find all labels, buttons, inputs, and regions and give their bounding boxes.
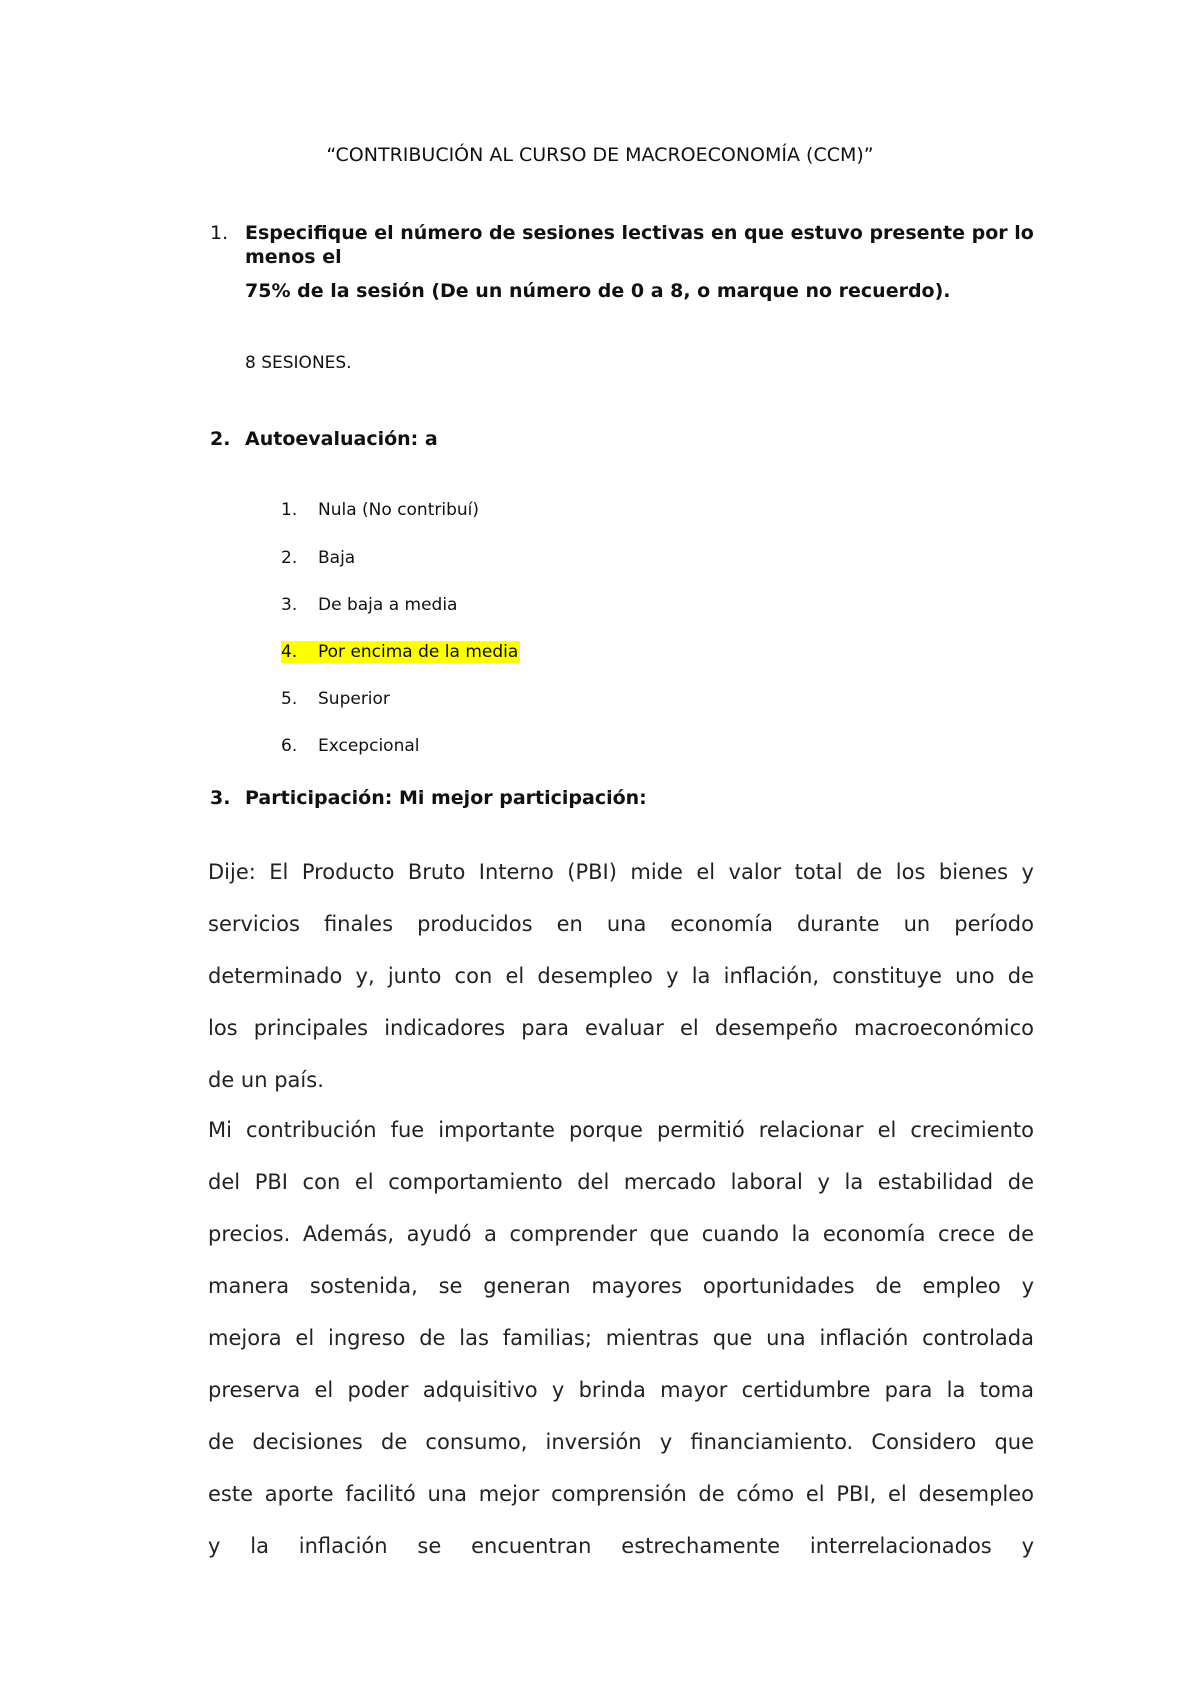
option-number: 6. xyxy=(281,736,298,756)
option-number: 5. xyxy=(281,689,298,709)
paragraph-1 xyxy=(208,857,1034,1117)
paragraph-line: y la inflación se encuentran estrechamente interrelacionados y xyxy=(208,1534,1034,1558)
paragraph-line: Mi contribución fue importante porque permitió relacionar el crecimiento xyxy=(208,1118,1034,1142)
option-label: Nula (No contribuí) xyxy=(318,500,480,520)
option-item xyxy=(281,688,390,710)
question-1-text-line1: Especifique el número de sesiones lectivas en que estuvo presente por lo menos el xyxy=(245,222,1034,268)
option-item xyxy=(281,499,479,521)
paragraph-2 xyxy=(208,1115,1034,1583)
option-item-selected xyxy=(281,641,520,663)
question-3-number: 3. xyxy=(210,787,231,809)
paragraph-line: manera sostenida, se generan mayores oportunidades de empleo y xyxy=(208,1274,1034,1298)
question-2-number: 2. xyxy=(210,428,231,450)
question-2-text: Autoevaluación: a xyxy=(245,428,438,450)
question-1-number: 1. xyxy=(210,222,229,244)
option-label: Superior xyxy=(318,689,390,709)
option-label: Baja xyxy=(318,548,356,568)
option-item xyxy=(281,547,355,569)
option-item xyxy=(281,594,457,616)
option-number: 4. xyxy=(281,642,298,662)
paragraph-line: servicios finales producidos en una economía durante un período xyxy=(208,912,1034,936)
option-number: 1. xyxy=(281,500,298,520)
option-label: Excepcional xyxy=(318,736,420,756)
paragraph-line: Dije: El Producto Bruto Interno (PBI) mide el valor total de los bienes y xyxy=(208,860,1034,884)
question-3-text: Participación: Mi mejor participación: xyxy=(245,787,647,809)
paragraph-line: del PBI con el comportamiento del mercado laboral y la estabilidad de xyxy=(208,1170,1034,1194)
paragraph-line: determinado y, junto con el desempleo y la inflación, constituye uno de xyxy=(208,964,1034,988)
option-number: 2. xyxy=(281,548,298,568)
question-1-answer: 8 SESIONES. xyxy=(245,353,352,373)
paragraph-line: los principales indicadores para evaluar el desempeño macroeconómico xyxy=(208,1016,1034,1040)
question-1-text-line2: 75% de la sesión (De un número de 0 a 8, o marque no recuerdo). xyxy=(245,280,951,302)
option-label: Por encima de la media xyxy=(318,642,519,662)
paragraph-line: precios. Además, ayudó a comprender que cuando la economía crece de xyxy=(208,1222,1034,1246)
option-item xyxy=(281,735,420,757)
paragraph-line: de un país. xyxy=(208,1068,324,1092)
paragraph-line: mejora el ingreso de las familias; mientras que una inflación controlada xyxy=(208,1326,1034,1350)
document-title: “CONTRIBUCIÓN AL CURSO DE MACROECONOMÍA (CCM)” xyxy=(326,144,874,166)
paragraph-line: este aporte facilitó una mejor comprensión de cómo el PBI, el desempleo xyxy=(208,1482,1034,1506)
paragraph-line: preserva el poder adquisitivo y brinda mayor certidumbre para la toma xyxy=(208,1378,1034,1402)
option-label: De baja a media xyxy=(318,595,458,615)
option-number: 3. xyxy=(281,595,298,615)
paragraph-line: de decisiones de consumo, inversión y financiamiento. Considero que xyxy=(208,1430,1034,1454)
